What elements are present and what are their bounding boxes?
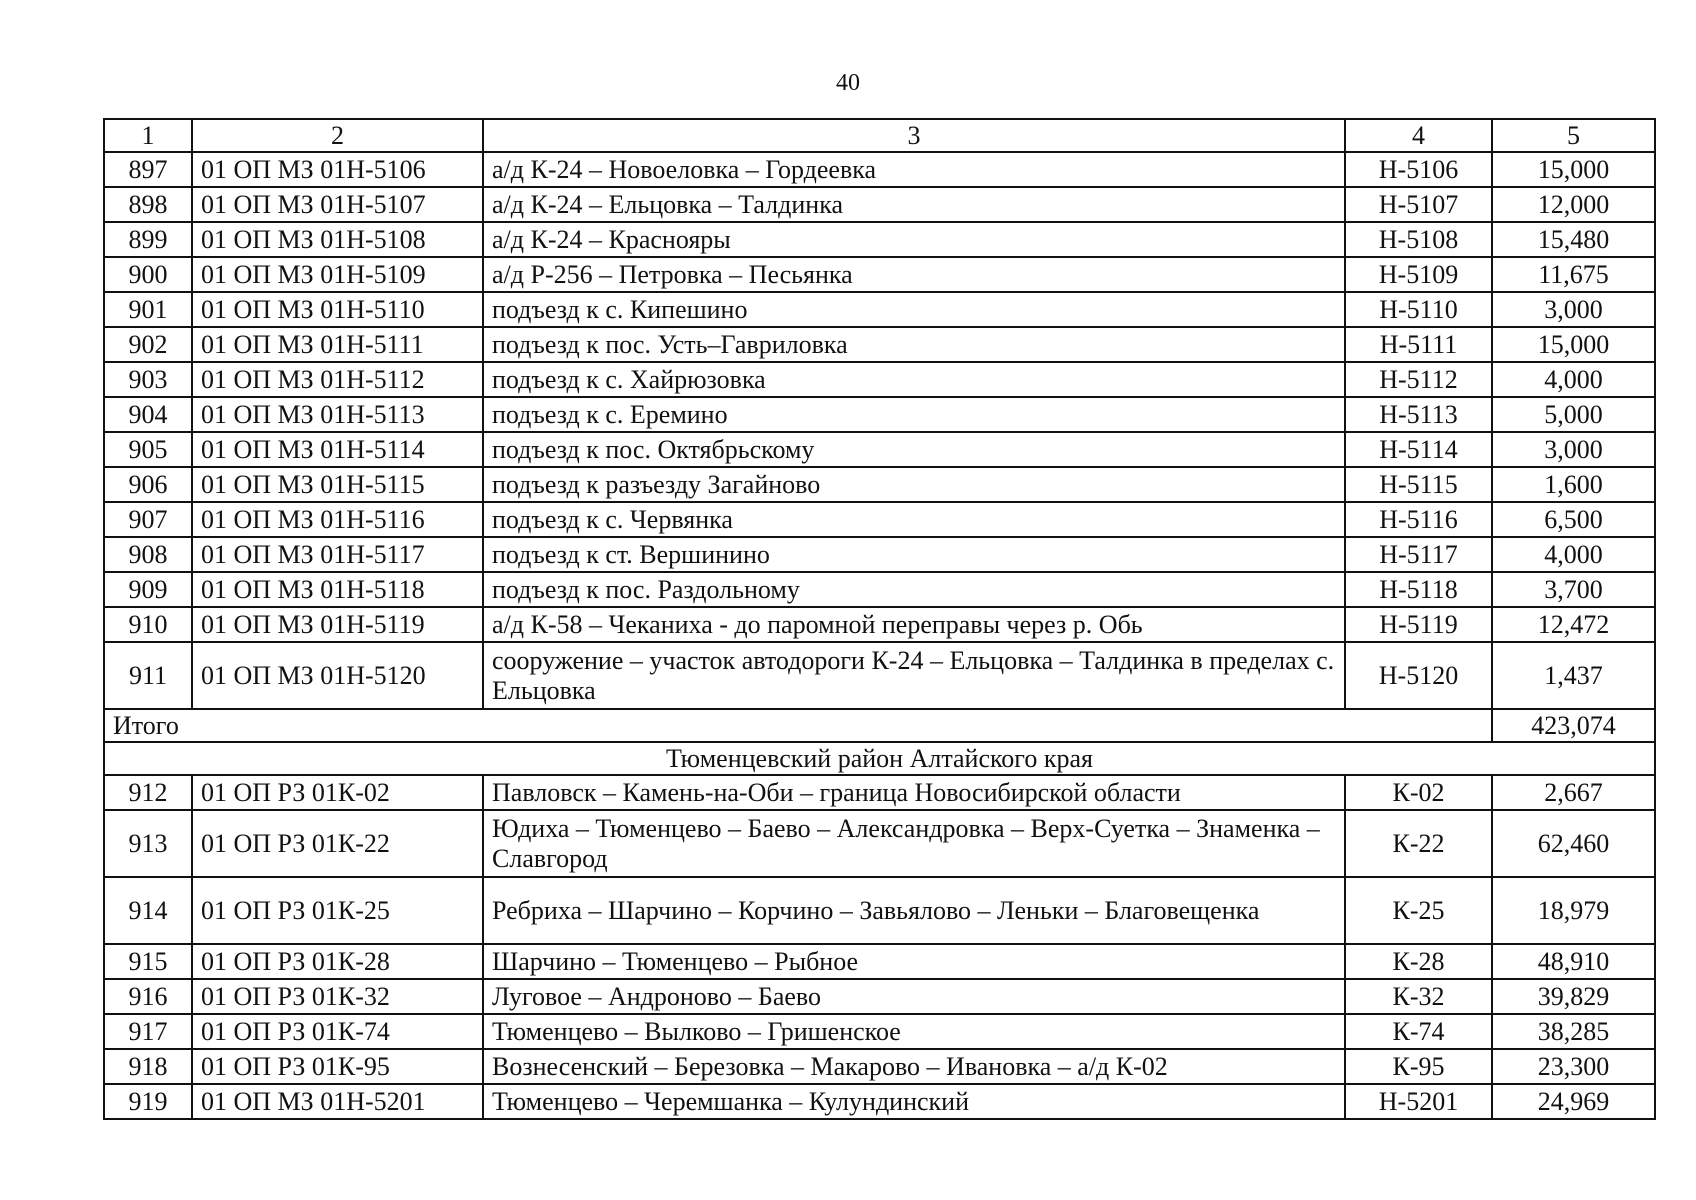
total-row <box>104 709 1655 742</box>
table-row <box>104 1084 1655 1119</box>
row-number: 899 <box>104 222 192 257</box>
row-number: 908 <box>104 537 192 572</box>
row-road-code: 01 ОП РЗ 01К-95 <box>192 1049 483 1084</box>
row-road-code: 01 ОП МЗ 01Н-5109 <box>192 257 483 292</box>
row-road-index: Н-5109 <box>1345 257 1492 292</box>
row-road-length: 3,000 <box>1492 292 1655 327</box>
row-road-name: подъезд к пос. Октябрьскому <box>483 432 1345 467</box>
row-road-index: Н-5112 <box>1345 362 1492 397</box>
row-road-code: 01 ОП МЗ 01Н-5117 <box>192 537 483 572</box>
row-number: 902 <box>104 327 192 362</box>
row-road-code: 01 ОП МЗ 01Н-5107 <box>192 187 483 222</box>
row-road-name: а/д К-24 – Новоеловка – Гордеевка <box>483 152 1345 187</box>
row-road-code: 01 ОП МЗ 01Н-5110 <box>192 292 483 327</box>
row-number: 914 <box>104 877 192 944</box>
row-road-code: 01 ОП РЗ 01К-28 <box>192 944 483 979</box>
row-road-length: 1,437 <box>1492 642 1655 709</box>
row-road-name: подъезд к разъезду Загайново <box>483 467 1345 502</box>
row-road-name: подъезд к с. Кипешино <box>483 292 1345 327</box>
row-road-name: подъезд к ст. Вершинино <box>483 537 1345 572</box>
row-road-length: 6,500 <box>1492 502 1655 537</box>
row-road-code: 01 ОП МЗ 01Н-5111 <box>192 327 483 362</box>
row-road-index: Н-5108 <box>1345 222 1492 257</box>
row-road-name: Луговое – Андроново – Баево <box>483 979 1345 1014</box>
table-row <box>104 152 1655 187</box>
row-road-code: 01 ОП МЗ 01Н-5113 <box>192 397 483 432</box>
row-number: 905 <box>104 432 192 467</box>
row-road-length: 4,000 <box>1492 362 1655 397</box>
row-road-index: Н-5115 <box>1345 467 1492 502</box>
row-road-code: 01 ОП МЗ 01Н-5112 <box>192 362 483 397</box>
header-col-5: 5 <box>1492 119 1655 152</box>
table-row <box>104 187 1655 222</box>
row-road-length: 4,000 <box>1492 537 1655 572</box>
row-road-name: Юдиха – Тюменцево – Баево – Александровка – Верх-Суетка – Знаменка – Славгород <box>483 810 1345 877</box>
row-number: 918 <box>104 1049 192 1084</box>
row-number: 909 <box>104 572 192 607</box>
row-road-name: а/д Р-256 – Петровка – Песьянка <box>483 257 1345 292</box>
row-number: 916 <box>104 979 192 1014</box>
row-road-length: 15,000 <box>1492 327 1655 362</box>
table-row <box>104 432 1655 467</box>
row-number: 917 <box>104 1014 192 1049</box>
table-row <box>104 979 1655 1014</box>
row-road-name: Шарчино – Тюменцево – Рыбное <box>483 944 1345 979</box>
header-col-4: 4 <box>1345 119 1492 152</box>
row-road-code: 01 ОП МЗ 01Н-5119 <box>192 607 483 642</box>
row-road-index: Н-5201 <box>1345 1084 1492 1119</box>
row-road-name: сооружение – участок автодороги К-24 – Ельцовка – Талдинка в пределах с. Ельцовка <box>483 642 1345 709</box>
table-row <box>104 944 1655 979</box>
row-road-name: Ребриха – Шарчино – Корчино – Завьялово – Леньки – Благовещенка <box>483 877 1345 944</box>
table-header-row <box>104 119 1655 152</box>
row-road-length: 3,000 <box>1492 432 1655 467</box>
table-row <box>104 775 1655 810</box>
row-road-index: Н-5117 <box>1345 537 1492 572</box>
table-row <box>104 502 1655 537</box>
row-road-code: 01 ОП МЗ 01Н-5115 <box>192 467 483 502</box>
rows-before-total <box>104 152 1655 709</box>
row-road-length: 24,969 <box>1492 1084 1655 1119</box>
table-row <box>104 607 1655 642</box>
row-road-length: 5,000 <box>1492 397 1655 432</box>
row-number: 915 <box>104 944 192 979</box>
row-road-code: 01 ОП РЗ 01К-74 <box>192 1014 483 1049</box>
row-road-index: Н-5113 <box>1345 397 1492 432</box>
row-road-name: подъезд к пос. Раздольному <box>483 572 1345 607</box>
row-road-length: 12,472 <box>1492 607 1655 642</box>
table-row <box>104 810 1655 877</box>
total-label: Итого <box>104 709 1492 742</box>
row-road-code: 01 ОП МЗ 01Н-5106 <box>192 152 483 187</box>
row-number: 897 <box>104 152 192 187</box>
table-row <box>104 327 1655 362</box>
table-row <box>104 397 1655 432</box>
header-col-2: 2 <box>192 119 483 152</box>
row-road-code: 01 ОП РЗ 01К-32 <box>192 979 483 1014</box>
row-road-index: К-22 <box>1345 810 1492 877</box>
rows-after-section <box>104 775 1655 1119</box>
row-road-index: К-74 <box>1345 1014 1492 1049</box>
row-number: 906 <box>104 467 192 502</box>
row-road-index: Н-5119 <box>1345 607 1492 642</box>
total-section <box>104 709 1655 775</box>
row-number: 900 <box>104 257 192 292</box>
header-col-3: 3 <box>483 119 1345 152</box>
row-road-length: 1,600 <box>1492 467 1655 502</box>
row-road-index: Н-5107 <box>1345 187 1492 222</box>
table-row <box>104 1049 1655 1084</box>
row-number: 901 <box>104 292 192 327</box>
table-row <box>104 1014 1655 1049</box>
row-road-name: а/д К-58 – Чеканиха - до паромной переправы через р. Обь <box>483 607 1345 642</box>
table-row <box>104 257 1655 292</box>
row-road-length: 38,285 <box>1492 1014 1655 1049</box>
row-road-index: Н-5110 <box>1345 292 1492 327</box>
row-road-length: 62,460 <box>1492 810 1655 877</box>
roads-registry-table <box>103 118 1656 1120</box>
row-road-code: 01 ОП МЗ 01Н-5120 <box>192 642 483 709</box>
row-number: 919 <box>104 1084 192 1119</box>
row-road-code: 01 ОП РЗ 01К-25 <box>192 877 483 944</box>
header-col-1: 1 <box>104 119 192 152</box>
row-road-name: Тюменцево – Вылково – Гришенское <box>483 1014 1345 1049</box>
row-road-code: 01 ОП МЗ 01Н-5201 <box>192 1084 483 1119</box>
row-road-code: 01 ОП МЗ 01Н-5114 <box>192 432 483 467</box>
row-road-index: К-28 <box>1345 944 1492 979</box>
row-road-name: подъезд к пос. Усть–Гавриловка <box>483 327 1345 362</box>
row-number: 910 <box>104 607 192 642</box>
row-road-length: 15,480 <box>1492 222 1655 257</box>
row-number: 904 <box>104 397 192 432</box>
row-road-length: 3,700 <box>1492 572 1655 607</box>
table-row <box>104 222 1655 257</box>
row-road-index: Н-5111 <box>1345 327 1492 362</box>
row-number: 911 <box>104 642 192 709</box>
section-title-row <box>104 742 1655 775</box>
row-road-index: Н-5106 <box>1345 152 1492 187</box>
table-row <box>104 362 1655 397</box>
row-number: 903 <box>104 362 192 397</box>
row-road-length: 23,300 <box>1492 1049 1655 1084</box>
row-road-code: 01 ОП МЗ 01Н-5108 <box>192 222 483 257</box>
row-road-name: подъезд к с. Червянка <box>483 502 1345 537</box>
row-road-index: Н-5118 <box>1345 572 1492 607</box>
row-road-index: К-32 <box>1345 979 1492 1014</box>
row-road-length: 39,829 <box>1492 979 1655 1014</box>
table-row <box>104 292 1655 327</box>
row-road-length: 11,675 <box>1492 257 1655 292</box>
row-road-name: подъезд к с. Хайрюзовка <box>483 362 1345 397</box>
row-road-index: К-25 <box>1345 877 1492 944</box>
row-road-length: 2,667 <box>1492 775 1655 810</box>
row-road-index: К-95 <box>1345 1049 1492 1084</box>
table-row <box>104 572 1655 607</box>
row-road-length: 18,979 <box>1492 877 1655 944</box>
page-number: 40 <box>836 70 860 96</box>
row-road-name: Тюменцево – Черемшанка – Кулундинский <box>483 1084 1345 1119</box>
table-row <box>104 467 1655 502</box>
table-row <box>104 537 1655 572</box>
row-road-code: 01 ОП МЗ 01Н-5116 <box>192 502 483 537</box>
row-road-index: К-02 <box>1345 775 1492 810</box>
row-road-name: подъезд к с. Еремино <box>483 397 1345 432</box>
row-road-name: Павловск – Камень-на-Оби – граница Новосибирской области <box>483 775 1345 810</box>
row-road-code: 01 ОП РЗ 01К-22 <box>192 810 483 877</box>
row-road-length: 12,000 <box>1492 187 1655 222</box>
row-road-length: 48,910 <box>1492 944 1655 979</box>
table-row <box>104 877 1655 944</box>
row-road-name: а/д К-24 – Краснояры <box>483 222 1345 257</box>
row-road-index: Н-5114 <box>1345 432 1492 467</box>
table-row <box>104 642 1655 709</box>
row-number: 907 <box>104 502 192 537</box>
section-title: Тюменцевский район Алтайского края <box>104 742 1655 775</box>
total-value: 423,074 <box>1492 709 1655 742</box>
row-road-name: а/д К-24 – Ельцовка – Талдинка <box>483 187 1345 222</box>
row-number: 898 <box>104 187 192 222</box>
row-road-code: 01 ОП МЗ 01Н-5118 <box>192 572 483 607</box>
row-road-length: 15,000 <box>1492 152 1655 187</box>
row-road-code: 01 ОП РЗ 01К-02 <box>192 775 483 810</box>
row-road-index: Н-5120 <box>1345 642 1492 709</box>
row-number: 913 <box>104 810 192 877</box>
row-road-name: Вознесенский – Березовка – Макарово – Ивановка – а/д К-02 <box>483 1049 1345 1084</box>
row-road-index: Н-5116 <box>1345 502 1492 537</box>
row-number: 912 <box>104 775 192 810</box>
